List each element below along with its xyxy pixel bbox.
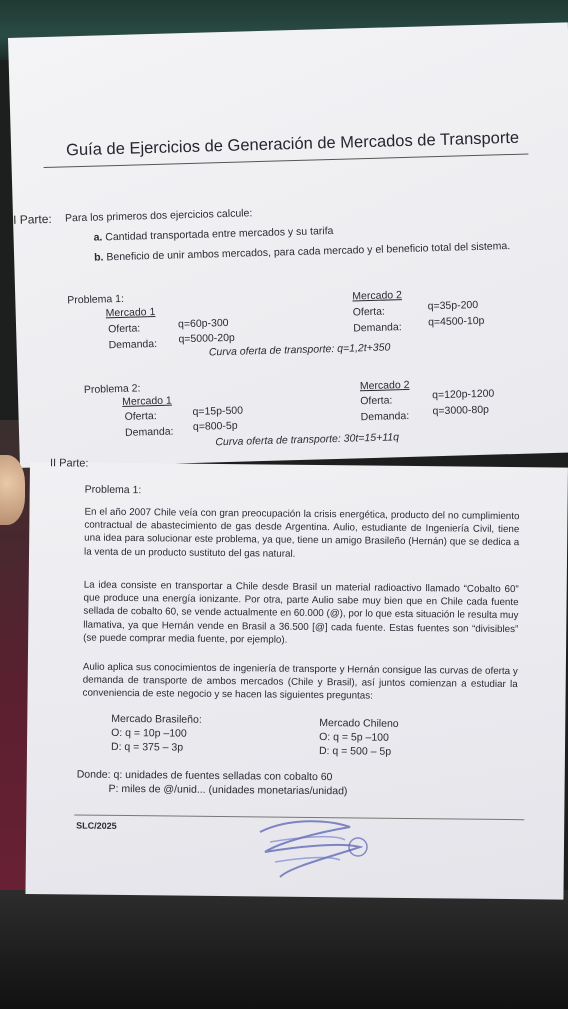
problem2-market2-demand-label: Demanda: [360,409,410,424]
part1-intro: Para los primeros dos ejercicios calcule: [64,207,253,225]
problem1-market2-demand: q=4500-10p [427,314,485,329]
part1-item-b: b. Beneficio de unir ambos mercados, para cada mercado y el beneficio total del sistema. [93,240,511,264]
problem1-market1-demand-label: Demanda: [108,337,158,352]
part1-heading: I Parte: [12,211,52,227]
problem2-market2-offer: q=120p-1200 [431,387,495,402]
problem2-label: Problema 2: [83,382,141,397]
problem2-market1-offer-label: Oferta: [124,409,157,423]
problem1-market2-offer-label: Oferta: [352,305,386,319]
part1-item-a: a. Cantidad transportada entre mercados y su tarifa [93,224,334,244]
problem1-market2-offer: q=35p-200 [427,298,479,313]
problem2-market1-title: Mercado 1 [122,394,172,408]
brazil-demand: D: q = 375 – 3p [110,740,184,754]
problem2-market2-demand: q=3000-80p [432,403,490,418]
background-bottom [0,890,568,1009]
problem2-market1-demand: q=800-5p [192,419,238,433]
where-p: P: miles de @/unid... (unidades monetarias/unidad) [108,782,348,798]
brazil-offer: O: q = 10p –100 [111,726,187,740]
problem1-market1-demand: q=5000-20p [178,331,235,346]
brazil-market-title: Mercado Brasileño: [111,712,202,726]
problem1-label: Problema 1: [67,292,125,307]
problem1-market2-demand-label: Demanda: [353,321,402,335]
chile-market-title: Mercado Chileno [319,717,399,730]
where-block: Donde: q: unidades de fuentes selladas con cobalto 60 [76,768,333,784]
part2-paragraph-1: En el año 2007 Chile veía con gran preocupación la crisis energética, producto del no cumplimiento contractual de abastecimiento de gas desde Argentina. Aulio, estudiante de Ingeniería Civil, tiene una idea para solucionar este problema, ya que, tiene un amigo Brasileño (Hernán) que se dedica a la venta de un producto sustituto del gas natural. [84,506,520,560]
part2-paragraph-3: Aulio aplica sus conocimientos de ingeniería de transporte y Hernán consigue las curvas de oferta y demanda de transporte de ambos mercados (Chile y Brasil), así juntos comienzan a estudiar la conveniencia de este negocio y se hacen las siguientes preguntas: [82,661,518,703]
problem2-transport: Curva oferta de transporte: 30t=15+11q [215,431,400,449]
part2-paragraph-2: La idea consiste en transportar a Chile desde Brasil un material radioactivo llamado “Cobalto 60” que produce una energía ionizante. Por otra, parte Aulio sabe muy bien que en Chile cada fuente sellada de cobalto 60, se vende actualmente en 60.000 (@), por lo que esta situación le resulta muy llamativa, ya que Hernán vende en Brasil a 36.500 [@] cada fuente. Estas fuentes son “divisibles” (se puede comprar media fuente, por ejemplo). [83,579,519,646]
paper-sheet-1 [8,22,568,470]
part2-heading: II Parte: [49,457,89,470]
problem2-market1-demand-label: Demanda: [124,425,174,439]
problem1-market1-offer: q=60p-300 [177,316,229,331]
problem1-market2-title: Mercado 2 [352,289,403,303]
problem2-market1-offer: q=15p-500 [192,404,244,418]
chile-demand: D: q = 500 – 5p [318,745,392,758]
problem2-market2-offer-label: Oferta: [360,394,393,408]
page-title: Guía de Ejercicios de Generación de Mercados de Transporte [65,128,520,160]
problem1-market1-title: Mercado 1 [105,305,156,320]
signature-scribble [250,812,380,887]
chile-offer: O: q = 5p –100 [319,731,389,744]
problem1-transport: Curva oferta de transporte: q=1,2t+350 [208,341,391,359]
footer-code: SLC/2025 [76,820,117,831]
problem2-market2-title: Mercado 2 [359,378,410,393]
problem1-market1-offer-label: Oferta: [108,322,141,336]
part2-problem-label: Problema 1: [84,483,142,497]
